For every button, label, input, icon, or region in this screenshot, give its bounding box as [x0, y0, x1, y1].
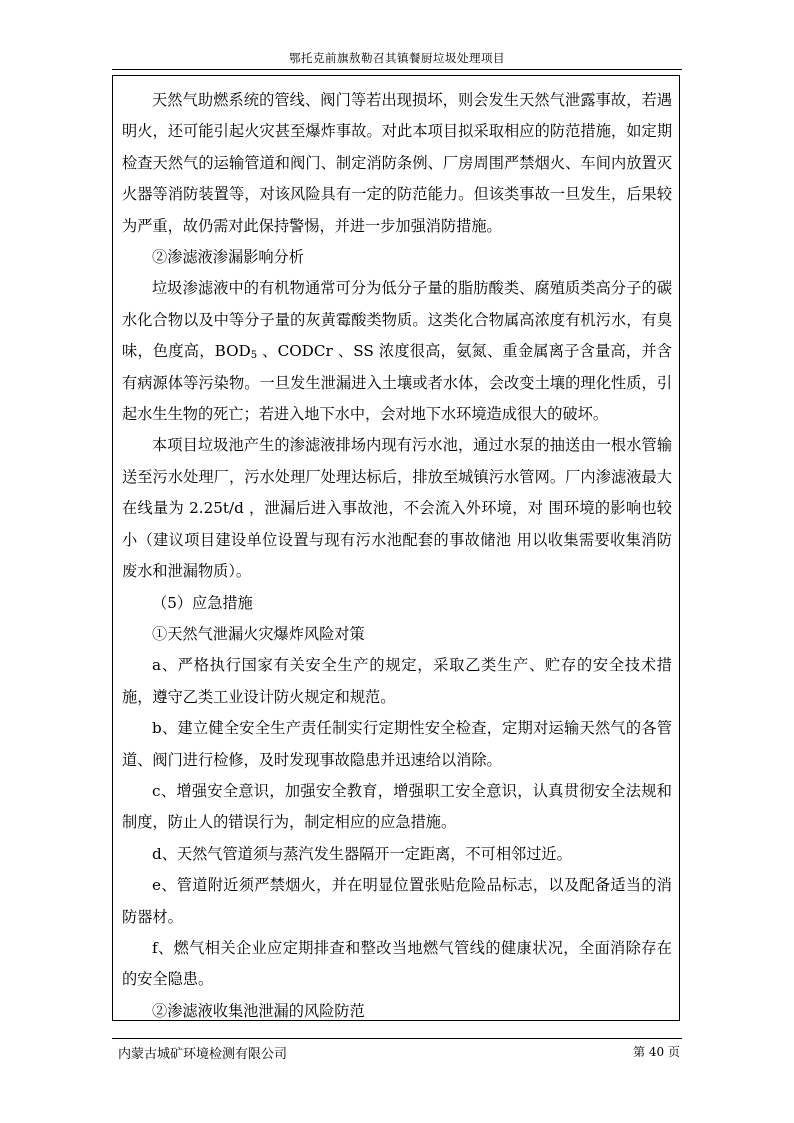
measure-a: a、严格执行国家有关安全生产的规定，采取乙类生产、贮存的安全技术措施，遵守乙类工业设计防火规定和规范。	[122, 656, 672, 706]
paragraph-leachate-composition	[122, 273, 672, 430]
paragraph-leachate-handling: 本项目垃圾池产生的渗滤液排场内现有污水池，通过水泵的抽送由一根水管输送至污水处理厂，污水处理厂处理达标后，排放至城镇污水管网。厂内渗滤液最大在线量为 2.25t/d ，泄漏后进入事故池，不会流入外环境，对 围环境的影响也较小（建议项目建设单位设置与现有污水池配套的事故储池 用以收集需要收集消防废水和泄漏物质）。	[122, 436, 672, 581]
measure-c: c、增强安全意识，加强安全教育，增强职工安全意识，认真贯彻安全法规和制度，防止人的错误行为，制定相应的应急措施。	[122, 781, 672, 832]
document-body	[122, 85, 672, 1027]
page-header-title: 鄂托克前旗敖勒召其镇餐厨垃圾处理项目	[289, 51, 505, 65]
heading-leachate-analysis: ②渗滤液渗漏影响分析	[152, 248, 304, 267]
header-rule	[112, 69, 682, 70]
measure-e: e、管道附近须严禁烟火，并在明显位置张贴危险品标志，以及配备适当的消防器材。	[122, 876, 672, 926]
footer-page-number: 第 40 页	[633, 1045, 680, 1059]
measure-b: b、建立健全安全生产责任制实行定期性安全检查，定期对运输天然气的各管道、阀门进行检修，及时发现事故隐患并迅速给以消除。	[122, 719, 672, 769]
bod-subscript: 5	[250, 350, 258, 362]
leachate-text-b: 、CODCr 、SS 浓度很高，氨氮、重金属离子含量高，并含有病源体等污染物。一旦发生泄漏进入土壤或者水体，会改变土壤的理化性质，引起水生生物的死亡；若进入地下水中，会对地下水环境造成很大的破坏。	[122, 342, 672, 424]
heading-gas-countermeasures: ①天然气泄漏火灾爆炸风险对策	[152, 624, 365, 643]
heading-leachate-prevention: ②渗滤液收集池泄漏的风险防范	[152, 1001, 365, 1020]
measure-f: f、燃气相关企业应定期排查和整改当地燃气管线的健康状况，全面消除存在的安全隐患。	[122, 938, 672, 989]
measure-d: d、天然气管道须与蒸汽发生器隔开一定距离，不可相邻过近。	[152, 844, 572, 863]
paragraph-gas-risk: 天然气助燃系统的管线、阀门等若出现损坏，则会发生天然气泄露事故，若遇明火，还可能引起火灾甚至爆炸事故。对此本项目拟采取相应的防范措施，如定期检查天然气的运输管道和阀门、制定消防条例、厂房周围严禁烟火、车间内放置灭火器等消防装置等，对该风险具有一定的防范能力。但该类事故一旦发生，后果较为严重，故仍需对此保持警惕，并进一步加强消防措施。	[122, 91, 672, 235]
heading-emergency-measures: （5）应急措施	[152, 593, 253, 612]
footer-company: 内蒙古城矿环境检测有限公司	[118, 1047, 288, 1062]
footer-rule	[112, 1038, 682, 1039]
leachate-text-a: 垃圾渗滤液中的有机物通常可分为低分子量的脂肪酸类、腐殖质类高分子的碳水化合物以及中等分子量的灰黄霉酸类物质。这类化合物属高浓度有机污水，有臭味，色度高，BOD	[122, 279, 672, 361]
